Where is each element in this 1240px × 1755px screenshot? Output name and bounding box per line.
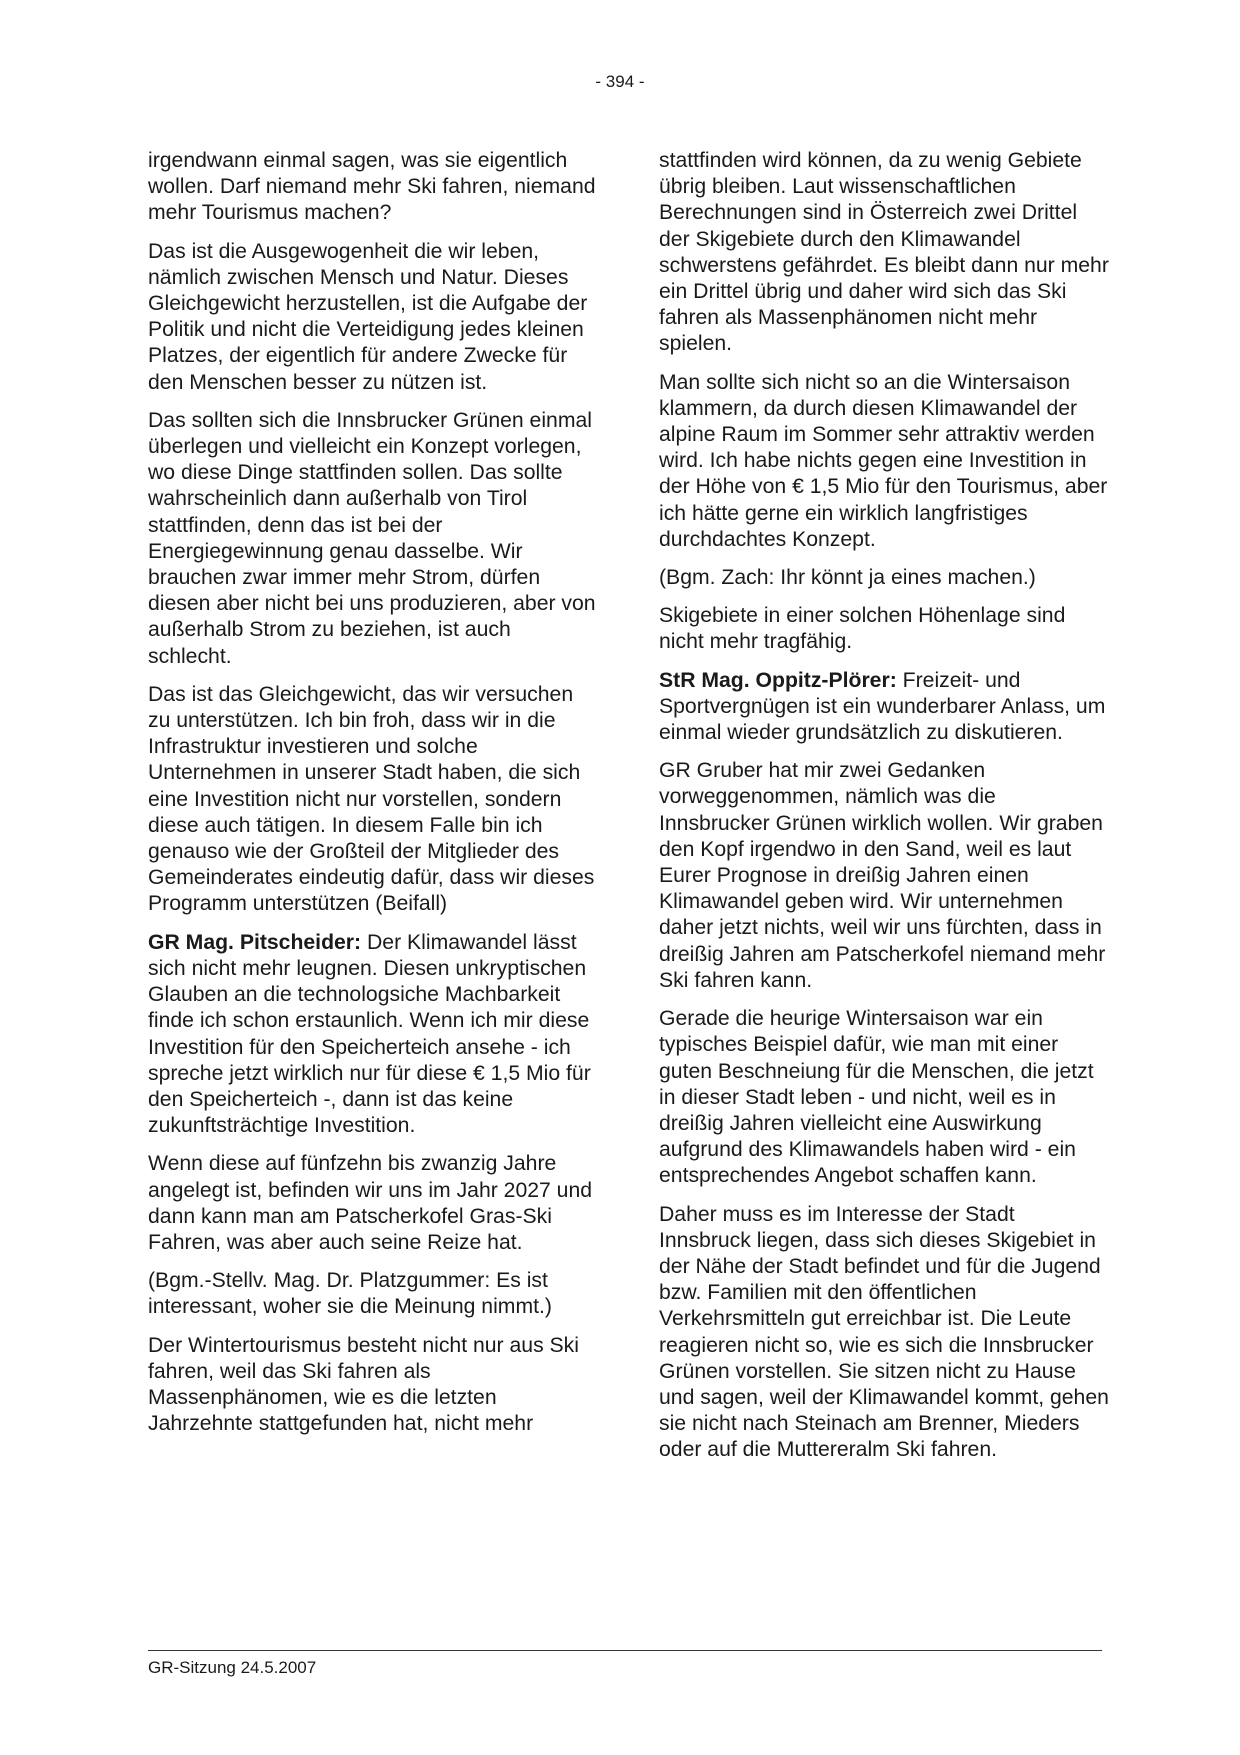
left-column [148, 148, 598, 1449]
paragraph [148, 930, 598, 1140]
paragraph [659, 370, 1111, 553]
paragraph [148, 1151, 598, 1256]
paragraph-text: Das sollten sich die Innsbrucker Grünen einmal überlegen und vielleicht ein Konzept vorlegen, wo diese Dinge stattfinden sollen. Das sollte wahrscheinlich dann außerhalb von Tirol stattfinden, denn das ist bei der Energiegewinnung genau dasselbe. Wir brauchen zwar immer mehr Strom, dürfen diesen aber nicht bei uns produzieren, aber von außerhalb Strom zu beziehen, ist auch schlecht. [148, 408, 596, 668]
speaker-name: StR Mag. Oppitz-Plörer: [659, 668, 897, 692]
paragraph-text: Man sollte sich nicht so an die Wintersaison klammern, da durch diesen Klimawandel der alpine Raum im Sommer sehr attraktiv werden wird. Ich habe nichts gegen eine Investition in der Höhe von € 1,5 Mio für den Tourismus, aber ich hätte gerne ein wirklich langfristiges durchdachtes Konzept. [659, 370, 1108, 551]
paragraph-text: (Bgm.-Stellv. Mag. Dr. Platzgummer: Es ist interessant, woher sie die Meinung nimmt.) [148, 1269, 552, 1319]
paragraph-text: Das ist die Ausgewogenheit die wir leben, nämlich zwischen Mensch und Natur. Dieses Gleichgewicht herzustellen, ist die Aufgabe der Politik und nicht die Verteidigung jedes kleinen Platzes, der eigentlich für andere Zwecke für den Menschen besser zu nützen ist. [148, 239, 588, 394]
footer-divider [148, 1650, 1102, 1651]
paragraph [148, 1268, 598, 1320]
paragraph [659, 1006, 1111, 1189]
paragraph-text: Wenn diese auf fünfzehn bis zwanzig Jahre angelegt ist, befinden wir uns im Jahr 2027 und dann kann man am Patscherkofel Gras-Ski Fahren, was aber auch seine Reize hat. [148, 1152, 593, 1254]
paragraph-text: (Bgm. Zach: Ihr könnt ja eines machen.) [659, 566, 1036, 590]
paragraph [659, 603, 1111, 655]
paragraph [659, 668, 1111, 747]
speaker-name: GR Mag. Pitscheider: [148, 930, 362, 954]
paragraph-text: Das ist das Gleichgewicht, das wir versuchen zu unterstützen. Ich bin froh, dass wir in die Infrastruktur investieren und solche Unternehmen in unserer Stadt haben, die sich eine Investition nicht nur vorstellen, sondern diese auch tätigen. In diesem Falle bin ich genauso wie der Großteil der Mitglieder des Gemeinderates eindeutig dafür, dass wir dieses Programm unterstützen (Beifall) [148, 682, 595, 916]
paragraph-text: irgendwann einmal sagen, was sie eigentlich wollen. Darf niemand mehr Ski fahren, niemand mehr Tourismus machen? [148, 149, 596, 225]
paragraph-text: stattfinden wird können, da zu wenig Gebiete übrig bleiben. Laut wissenschaftlichen Berechnungen sind in Österreich zwei Drittel der Skigebiete durch den Klimawandel schwerstens gefährdet. Es bleibt dann nur mehr ein Drittel übrig und daher wird sich das Ski fahren als Massenphänomen nicht mehr spielen. [659, 149, 1109, 356]
paragraph [659, 148, 1111, 358]
paragraph [659, 758, 1111, 994]
paragraph [148, 1333, 598, 1438]
paragraph-text: Der Wintertourismus besteht nicht nur aus Ski fahren, weil das Ski fahren als Massenphänomen, wie es die letzten Jahrzehnte stattgefunden hat, nicht mehr [148, 1333, 579, 1436]
paragraph-text: Gerade die heurige Wintersaison war ein typisches Beispiel dafür, wie man mit einer guten Beschneiung für die Menschen, die jetzt in dieser Stadt leben - und nicht, weil es in dreißig Jahren vielleicht eine Auswirkung aufgrund des Klimawandels haben wird - ein entsprechendes Angebot schaffen kann. [659, 1007, 1094, 1188]
paragraph [148, 239, 598, 396]
right-column [659, 148, 1111, 1476]
paragraph [148, 682, 598, 918]
paragraph-text: Der Klimawandel lässt sich nicht mehr leugnen. Diesen unkryptischen Glauben an die technologsiche Machbarkeit finde ich schon erstaunlich. Wenn ich mir diese Investition für den Speicherteich ansehe - ich spreche jetzt wirklich nur für diese € 1,5 Mio für den Speicherteich -, dann ist das keine zukunftsträchtige Investition. [148, 930, 591, 1138]
paragraph-text: GR Gruber hat mir zwei Gedanken vorweggenommen, nämlich was die Innsbrucker Grünen wirklich wollen. Wir graben den Kopf irgendwo in den Sand, weil es laut Eurer Prognose in dreißig Jahren einen Klimawandel geben wird. Wir unternehmen daher jetzt nichts, weil wir uns fürchten, dass in dreißig Jahren am Patscherkofel niemand mehr Ski fahren kann. [659, 759, 1106, 992]
paragraph-text: Freizeit- und Sportvergnügen ist ein wunderbarer Anlass, um einmal wieder grundsätzlich zu diskutieren. [659, 668, 1106, 745]
footer-session-date: GR-Sitzung 24.5.2007 [148, 1658, 317, 1677]
paragraph [659, 565, 1111, 591]
paragraph [148, 408, 598, 670]
paragraph [659, 1202, 1111, 1464]
paragraph-text: Daher muss es im Interesse der Stadt Innsbruck liegen, dass sich dieses Skigebiet in der Nähe der Stadt befindet und für die Jugend bzw. Familien mit den öffentlichen Verkehrsmitteln gut erreichbar ist. Die Leute reagieren nicht so, wie es sich die Innsbrucker Grünen vorstellen. Sie sitzen nicht zu Hause und sagen, weil der Klimawandel kommt, gehen sie nicht nach Steinach am Brenner, Mieders oder auf die Muttereralm Ski fahren. [659, 1202, 1109, 1462]
page-number: - 394 - [595, 72, 645, 91]
paragraph [148, 148, 598, 227]
paragraph-text: Skigebiete in einer solchen Höhenlage sind nicht mehr tragfähig. [659, 604, 1066, 654]
